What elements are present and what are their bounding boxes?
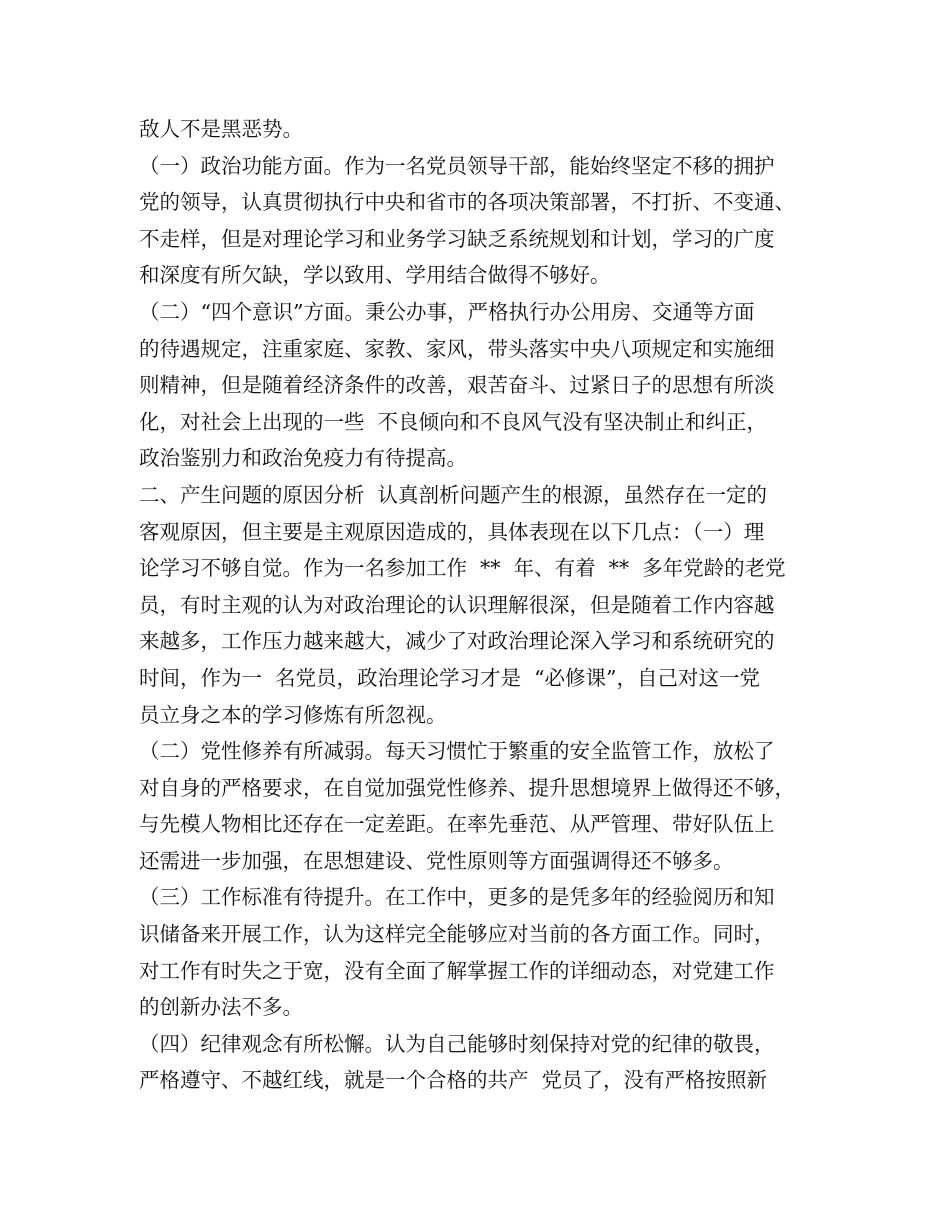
text-line: 论学习不够自觉。作为一名参加工作 ** 年、有着 ** 多年党龄的老党	[139, 556, 786, 581]
text-line: 员，有时主观的认为对政治理论的认识理解很深，但是随着工作内容越	[139, 592, 775, 617]
text-line: 时间，作为一 名党员，政治理论学习才是 “必修课”，自己对这一党	[139, 665, 761, 690]
text-line: 的待遇规定，注重家庭、家教、家风，带头落实中央八项规定和实施细	[139, 336, 775, 361]
text-line: 严格遵守、不越红线，就是一个合格的共产 党员了，没有严格按照新	[139, 1068, 768, 1093]
text-line: （三）工作标准有待提升。在工作中，更多的是凭多年的经验阅历和知	[139, 885, 775, 910]
text-line: 政治鉴别力和政治免疫力有待提高。	[139, 446, 467, 471]
text-line: 还需进一步加强，在思想建设、党性原则等方面强调得还不够多。	[139, 848, 734, 873]
text-line: 对自身的严格要求，在自觉加强党性修养、提升思想境界上做得还不够，	[139, 775, 795, 800]
text-line: 客观原因，但主要是主观原因造成的，具体表现在以下几点：（一）理	[139, 519, 765, 544]
text-line: （四）纪律观念有所松懈。认为自己能够时刻保持对党的纪律的敬畏，	[139, 1031, 775, 1056]
text-line: 二、产生问题的原因分析 认真剖析问题产生的根源，虽然存在一定的	[139, 482, 768, 507]
text-line: 与先模人物相比还存在一定差距。在率先垂范、从严管理、带好队伍上	[139, 812, 775, 837]
text-line: 识储备来开展工作，认为这样完全能够应对当前的各方面工作。同时，	[139, 922, 775, 947]
text-line: 和深度有所欠缺，学以致用、学用结合做得不够好。	[139, 263, 611, 288]
text-line: 则精神，但是随着经济条件的改善，艰苦奋斗、过紧日子的思想有所淡	[139, 373, 775, 398]
text-line: 党的领导，认真贯彻执行中央和省市的各项决策部署，不打折、不变通、	[139, 190, 795, 215]
text-line: 的创新办法不多。	[139, 995, 303, 1020]
text-line: 不走样，但是对理论学习和业务学习缺乏系统规划和计划，学习的广度	[139, 226, 775, 251]
document-body	[139, 111, 829, 1099]
text-line: （二）党性修养有所减弱。每天习惯忙于繁重的安全监管工作，放松了	[139, 739, 775, 764]
text-line: 员立身之本的学习修炼有所忽视。	[139, 702, 447, 727]
text-line: 对工作有时失之于宽，没有全面了解掌握工作的详细动态，对党建工作	[139, 958, 775, 983]
text-line: 敌人不是黑恶势。	[139, 117, 303, 141]
text-line: （二）“四个意识”方面。秉公办事，严格执行办公用房、交通等方面	[139, 299, 755, 324]
text-line: （一）政治功能方面。作为一名党员领导干部，能始终坚定不移的拥护	[139, 153, 775, 178]
text-line: 来越多，工作压力越来越大，减少了对政治理论深入学习和系统研究的	[139, 629, 775, 654]
text-line: 化，对社会上出现的一些 不良倾向和不良风气没有坚决制止和纠正，	[139, 409, 768, 434]
